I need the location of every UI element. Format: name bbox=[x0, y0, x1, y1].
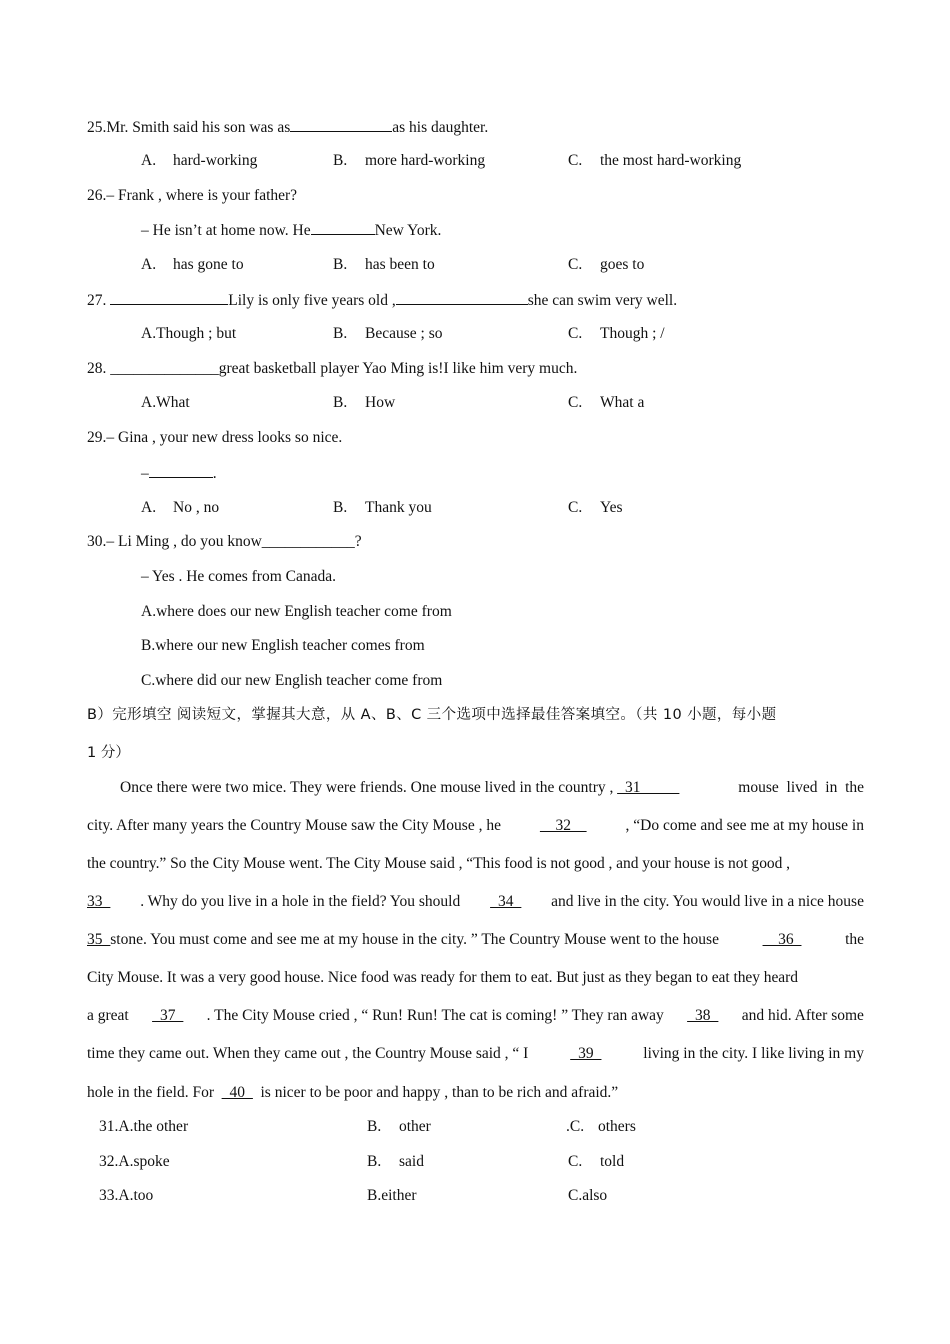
question-29-stem: 29.– Gina , your new dress looks so nice. bbox=[87, 429, 343, 446]
option-b: B. Because ; so bbox=[333, 325, 443, 342]
question-25-stem: 25.Mr. Smith said his son was as as his daughter. bbox=[87, 119, 489, 136]
passage-line: a great _37_ . The City Mouse cried , “ Run! Run! The cat is coming! ” They ran away _38_ and hid. After some bbox=[87, 1007, 864, 1024]
passage-line: 33_ . Why do you live in a hole in the field? You should _34_ and live in the city. You would live in a nice house bbox=[87, 893, 864, 910]
option-b: B. Thank you bbox=[333, 499, 432, 516]
passage-line: 35_stone. You must come and see me at my house in the city. ” The Country Mouse went to the house __36_ the bbox=[87, 931, 864, 948]
blank-37: _37_ bbox=[152, 1007, 184, 1024]
blank-39: _39_ bbox=[570, 1045, 602, 1062]
option-c: C. Though ; / bbox=[568, 325, 665, 342]
option-c: C. Yes bbox=[568, 499, 623, 516]
answer-blank bbox=[311, 220, 375, 235]
option-a: A. No , no bbox=[141, 499, 220, 516]
cloze-option-c: C.also bbox=[568, 1187, 608, 1204]
option-b: B.where our new English teacher comes from bbox=[141, 637, 425, 654]
option-a: A. hard-working bbox=[141, 152, 258, 169]
cloze-option-c: .C. others bbox=[566, 1118, 636, 1135]
cloze-option-a: 33.A.too bbox=[99, 1187, 154, 1204]
question-27-stem: 27. Lily is only five years old , she can swim very well. bbox=[87, 292, 678, 309]
cloze-option-a: 32.A.spoke bbox=[99, 1153, 170, 1170]
question-29-response: – . bbox=[141, 465, 217, 482]
question-26-stem: 26.– Frank , where is your father? bbox=[87, 187, 298, 204]
question-28-stem: 28. ______________great basketball player Yao Ming is!I like him very much. bbox=[87, 360, 578, 377]
option-c: C. goes to bbox=[568, 256, 645, 273]
answer-blank bbox=[110, 290, 228, 305]
option-c: C.where did our new English teacher come from bbox=[141, 672, 443, 689]
question-30-stem: 30.– Li Ming , do you know____________? bbox=[87, 533, 362, 550]
question-30-response: – Yes . He comes from Canada. bbox=[141, 568, 337, 585]
cloze-option-a: 31.A.the other bbox=[99, 1118, 189, 1135]
passage-line: city. After many years the Country Mouse saw the City Mouse , he __32__ , “Do come and see me at my house in bbox=[87, 817, 864, 834]
option-a: A.where does our new English teacher come from bbox=[141, 603, 452, 620]
option-a: A.Though ; but bbox=[141, 325, 237, 342]
blank-31: _31_____ bbox=[617, 779, 680, 796]
passage-line: hole in the field. For _40_ is nicer to be poor and happy , than to be rich and afraid.” bbox=[87, 1084, 619, 1101]
answer-blank bbox=[396, 290, 528, 305]
answer-blank bbox=[290, 117, 392, 132]
blank-34: _34_ bbox=[490, 893, 522, 910]
option-a: A. has gone to bbox=[141, 256, 244, 273]
option-b: B. more hard-working bbox=[333, 152, 486, 169]
option-c: C. the most hard-working bbox=[568, 152, 742, 169]
blank-40: _40_ bbox=[221, 1084, 253, 1101]
blank-33: 33_ bbox=[87, 893, 111, 910]
passage-line: Once there were two mice. They were friends. One mouse lived in the country , _31_____ mouse lived in the bbox=[120, 779, 864, 796]
blank-38: _38_ bbox=[687, 1007, 719, 1024]
option-c: C. What a bbox=[568, 394, 645, 411]
cloze-option-b: B. other bbox=[367, 1118, 431, 1135]
cloze-option-b: B. said bbox=[367, 1153, 424, 1170]
passage-line: time they came out. When they came out , the Country Mouse said , “ I _39_ living in the city. I like living in my bbox=[87, 1045, 864, 1062]
blank-32: __32__ bbox=[540, 817, 587, 834]
option-b: B. How bbox=[333, 394, 396, 411]
cloze-option-c: C. told bbox=[568, 1153, 625, 1170]
section-b-heading-cont: 1 分） bbox=[87, 745, 130, 761]
passage-line: City Mouse. It was a very good house. Nice food was ready for them to eat. But just as they began to eat they heard bbox=[87, 969, 798, 986]
blank-35: 35_ bbox=[87, 931, 111, 948]
blank-36: __36_ bbox=[762, 931, 802, 948]
option-a: A.What bbox=[141, 394, 190, 411]
passage-line: the country.” So the City Mouse went. The City Mouse said , “This food is not good , and your house is not good , bbox=[87, 855, 790, 872]
option-b: B. has been to bbox=[333, 256, 435, 273]
question-26-response: – He isn’t at home now. He New York. bbox=[141, 222, 442, 239]
cloze-option-b: B.either bbox=[367, 1187, 417, 1204]
section-b-heading: B）完形填空 阅读短文，掌握其大意，从 A、B、C 三个选项中选择最佳答案填空。（共 10 小题，每小题 bbox=[87, 707, 777, 723]
answer-blank bbox=[149, 463, 213, 478]
